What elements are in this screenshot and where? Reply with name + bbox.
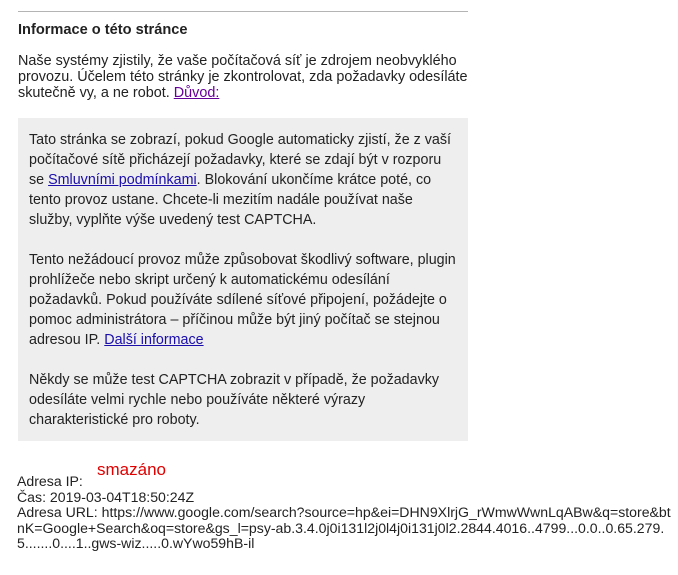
time-row: [17, 490, 672, 506]
intro-paragraph: [18, 53, 470, 101]
ip-row: [17, 474, 672, 490]
request-details: [17, 474, 672, 552]
info-box: [18, 118, 468, 441]
reason-link[interactable]: Důvod:: [173, 85, 220, 101]
url-value: https://www.google.com/search?source=hp&ei=DHN9XlrjG_rWmwWwnLqABw&q=store&btnK=Google+Search&oq=store&gs_l=psy-ab.3.4.0j0i131l2j0l4j0i131j0l2.2844.4016..4799...0.0..0.65.279.5.......0....1..gws-wiz.....0.wYwo59hB-il: [17, 504, 671, 551]
ip-label: Adresa IP:: [17, 473, 83, 489]
info-paragraph-1: [29, 130, 458, 230]
terms-link[interactable]: Smluvními podmínkami: [48, 172, 197, 188]
info-p1-text: Tato stránka se zobrazí, pokud Google automaticky zjistí, že z vaší počítačové sítě přicházejí požadavky, které se zdají být v rozporu se: [29, 132, 451, 188]
url-row: [17, 505, 672, 552]
info-p1-text-after: . Blokování ukončíme krátce poté, co tento provoz ustane. Chcete-li mezitím nadále používat naše služby, vyplňte výše uvedený test CAPTCHA.: [29, 172, 432, 228]
url-label: Adresa URL:: [17, 504, 98, 520]
time-label: Čas:: [17, 488, 46, 505]
info-paragraph-3: Někdy se může test CAPTCHA zobrazit v případě, že požadavky odesíláte velmi rychle nebo používáte některé výrazy charakteristické pro roboty.: [29, 372, 440, 428]
ip-redacted-annotation: smazáno: [97, 460, 166, 479]
page-heading: Informace o této stránce: [18, 22, 188, 38]
info-paragraph-2: [29, 250, 458, 350]
more-info-link[interactable]: Další informace: [104, 332, 204, 348]
time-value: 2019-03-04T18:50:24Z: [49, 488, 195, 505]
top-divider: [18, 11, 468, 12]
intro-text: Naše systémy zjistily, že vaše počítačová síť je zdrojem neobvyklého provozu. Účelem této stránky je zkontrolovat, zda požadavky odesíláte skutečně vy, a ne robot.: [18, 53, 468, 101]
info-p2-text: Tento nežádoucí provoz může způsobovat škodlivý software, plugin prohlížeče nebo skript určený k automatickému odesílání požadavků. Pokud používáte sdílené síťové připojení, požádejte o pomoc administrátora – příčinou může být jiný počítač se stejnou adresou IP.: [29, 252, 456, 348]
